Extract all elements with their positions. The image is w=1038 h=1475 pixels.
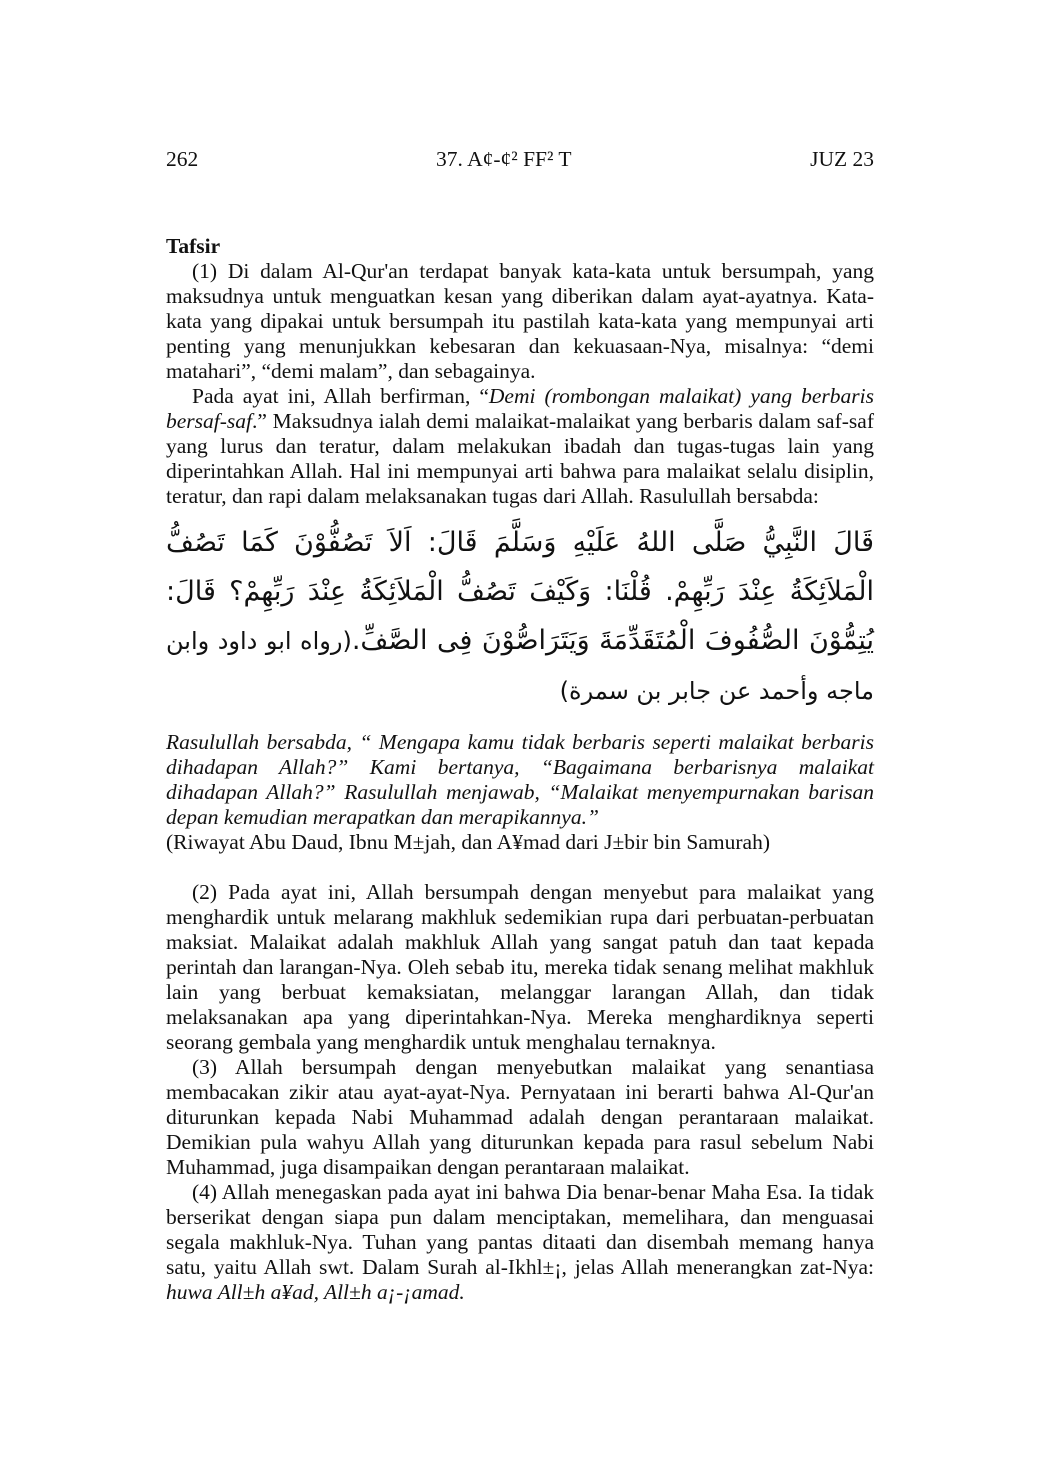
ikhlas-quote: huwa All±h a¥ad, All±h a¡-¡amad. [166, 1280, 465, 1304]
paragraph-5-lead: (4) Allah menegaskan pada ayat ini bahwa Dia benar-benar Maha Esa. Ia tidak berserikat dengan siapa pun dalam menciptakan, memelihara, dan menguasai segala makhluk-Nya. Tuhan yang pantas ditaati dan disembah memang hanya satu, yaitu Allah swt. Dalam Surah al-Ikhl±¡, jelas Allah menerangkan zat-Nya: [166, 1180, 874, 1279]
verse-quote: Demi (rombongan malaikat) yang berbaris bersaf-saf [166, 384, 874, 433]
paragraph-2-rest: .” Maksudnya ialah demi malaikat-malaikat yang berbaris dalam saf-saf yang lurus dan teratur, dalam melakukan ibadah dan tugas-tugas lain yang diperintahkan Allah. Hal ini mempunyai arti bahwa para malaikat selalu disiplin, teratur, dan rapi dalam melaksanakan tugas dari Allah. Rasulullah bersabda: [166, 409, 874, 508]
hadith-source: (Riwayat Abu Daud, Ibnu M±jah, dan A¥mad dari J±bir bin Samurah) [166, 830, 770, 854]
hadith-arabic-reference: (رواه ابو داود وابن ماجه وأحمد عن جابر بن سمرة) [166, 627, 874, 705]
paragraph-2 [166, 384, 874, 509]
paragraph-gap [166, 855, 874, 880]
hadith-arabic [166, 518, 874, 716]
page-body [166, 234, 874, 1305]
paragraph-2-lead: Pada ayat ini, Allah berfirman, “ [192, 384, 489, 408]
page-number: 262 [166, 147, 199, 171]
paragraph-4: (3) Allah bersumpah dengan menyebutkan malaikat yang senantiasa membacakan zikir atau ayat-ayat-Nya. Pernyataan ini berarti bahwa Al-Qur'an diturunkan kepada Nabi Muhammad adalah dengan perantaraan malaikat. Demikian pula wahyu Allah yang diturunkan kepada para rasul sebelum Nabi Muhammad, juga disampaikan dengan perantaraan malaikat. [166, 1055, 874, 1179]
hadith-arabic-text: قَالَ النَّبِيُّ صَلَّى اللهُ عَلَيْهِ وَسَلَّمَ قَالَ: اَلاَ تَصُفُّوْنَ كَمَا تَصُفُّ الْمَلاَئِكَةُ عِنْدَ رَبِّهِمْ. قُلْنَا: وَكَيْفَ تَصُفُّ الْمَلاَئِكَةُ عِنْدَ رَبِّهِمْ؟ قَالَ: يُتِمُّوْنَ الصُّفُوفَ الْمُتَقَدِّمَةَ وَيَتَرَاصُّوْنَ فِى الصَّفِّ. [166, 527, 874, 656]
hadith-translation: Rasulullah bersabda, “ Mengapa kamu tidak berbaris seperti malaikat berbaris dihadapan Allah?” Kami bertanya, “Bagaimana berbarisnya malaikat dihadapan Allah?” Rasulullah menjawab, “Malaikat menyempurnakan barisan depan kemudian merapatkan dan merapikannya.” [166, 730, 874, 829]
juz-label: JUZ 23 [810, 147, 874, 171]
paragraph-3: (2) Pada ayat ini, Allah bersumpah dengan menyebut para malaikat yang menghardik untuk melarang makhluk sedemikian rupa dari perbuatan-perbuatan maksiat. Malaikat adalah makhluk Allah yang sangat patuh dan taat kepada perintah dan larangan-Nya. Oleh sebab itu, mereka tidak senang melihat makhluk lain yang berbuat kemaksiatan, melanggar larangan Allah, dan tidak melaksanakan apa yang diperintahkan-Nya. Mereka menghardiknya seperti seorang gembala yang menghardik untuk menghalau ternaknya. [166, 880, 874, 1054]
surah-title: 37. A¢-¢² FF² T [436, 147, 572, 171]
section-title: Tafsir [166, 234, 221, 258]
page-header [166, 147, 874, 173]
paragraph-1: (1) Di dalam Al-Qur'an terdapat banyak kata-kata untuk bersumpah, yang maksudnya untuk menguatkan kesan yang diberikan dalam ayat-ayatnya. Kata-kata yang dipakai untuk bersumpah itu pastilah kata-kata yang mempunyai arti penting yang menunjukkan kebesaran dan kekuasaan-Nya, misalnya: “demi matahari”, “demi malam”, dan sebagainya. [166, 259, 874, 383]
paragraph-5 [166, 1180, 874, 1305]
